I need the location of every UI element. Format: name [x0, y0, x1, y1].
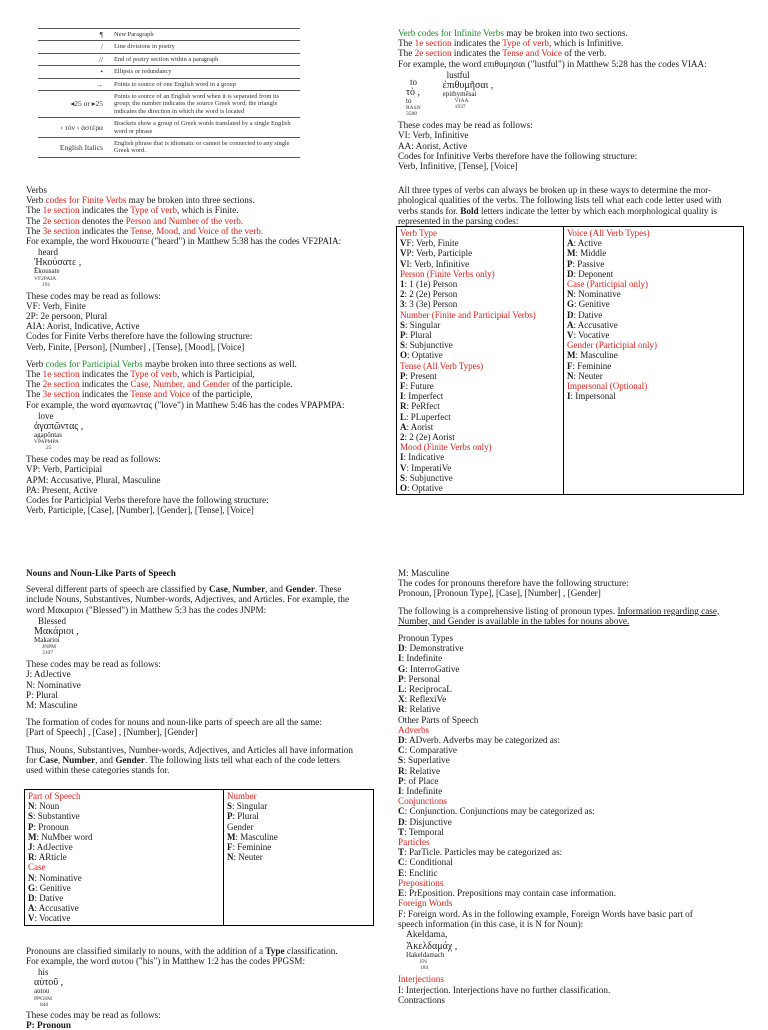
code-meaning: : Optative — [407, 350, 443, 361]
greek-word-example: Akeldama, Ἀκελδαμάχ , Hakeldamach FN 184 — [406, 929, 458, 972]
symbol-description: Line divisions in poetry — [111, 41, 300, 53]
code-letter: N — [227, 852, 234, 863]
code-entry — [567, 269, 740, 279]
code-meaning: : Enclitic — [404, 867, 438, 878]
code-meaning: : Masculine — [235, 831, 278, 842]
code-letter: I — [398, 786, 402, 797]
code-meaning: : Personal — [403, 673, 441, 684]
code-meaning: : Middle — [575, 248, 607, 259]
code-meaning: : Nominative — [34, 872, 82, 883]
code-letter: A — [400, 421, 407, 432]
code-meaning: : Neuter — [233, 852, 263, 863]
code-letter: V — [400, 462, 407, 473]
code-letter: A — [567, 238, 574, 249]
code-letter: G — [398, 663, 406, 674]
code-letter: V — [400, 248, 407, 259]
code-entry — [567, 330, 740, 340]
symbol-cell: • — [38, 66, 111, 78]
code-entry — [567, 289, 740, 299]
code-entry — [28, 852, 220, 862]
code-letter: T — [398, 826, 405, 837]
code-letter: V — [400, 238, 407, 249]
code-entry — [400, 401, 560, 411]
code-entry — [567, 299, 740, 309]
code-entry — [398, 653, 719, 663]
code-letter: N — [567, 370, 574, 381]
code-entry — [398, 776, 719, 786]
code-meaning: : Indefinite — [401, 653, 443, 664]
code-letter: A — [567, 319, 574, 330]
code-category-heading: Gender (Participial only) — [567, 340, 657, 351]
code-meaning: : Demonstrative — [404, 643, 464, 654]
code-letter: N — [28, 801, 35, 812]
code-meaning: : Subjunctive — [405, 340, 453, 351]
pronoun-and-other-codes-list — [398, 633, 719, 908]
code-entry — [398, 827, 719, 837]
code-letter: R — [400, 401, 407, 412]
code-letter: 3 — [400, 299, 405, 310]
verbs-heading: Verbs — [26, 185, 47, 195]
code-entry — [400, 289, 560, 299]
code-entry — [400, 371, 560, 381]
code-entry — [398, 755, 719, 765]
symbol-legend-row — [38, 138, 300, 158]
symbol-legend-table — [38, 28, 300, 158]
code-entry — [398, 766, 719, 776]
code-letter: P — [567, 258, 573, 269]
code-meaning: : Accusative — [573, 319, 618, 330]
code-meaning: : Pronoun — [33, 821, 69, 832]
code-letter: L — [400, 411, 407, 422]
finite-verbs-section: Verbs Verb codes for Finite Verbs may be broken into three sections. The 1e section indicates the Type of verb, which is Finite. The 2e section denotes the Person and Number of the verb. The 3e section indicates the Tense, Mood, and Voice of the verb. For example, the word Ηκουσατε ("heard") in Matthew 5:38 has the codes VF2PAIA: heard Ἠκούσατε , Ēkousate VF2PAIA 191 These codes may be read as follows: VF: Verb, Finite 2P: 2e persoon, Plural AIA: Aorist, Indicative, Active Codes for Finite Verbs therefore have the following structure: Verb, Finite, [Person], [Number] , [Tense], [Mood], [Voice] Verb codes for Participial Verbs maybe broken into three sections as well. The 1e section indicates the Type of verb, which is Participial, The 2e section indicates the Case, Number, and Gender of the participle. The 3e section indicates the Tense and Voice of the participle, For example, the word αγαπωντας ("love") in Matthew 5:46 has the codes VPAPMPA: love ἀγαπῶντας , agapōntas VPAPMPA 25 These codes may be read as follows: VP: Verb, Participial APM: Accusative, Plural, Masculine PA: Present, Active Codes for Participial Verbs therefore have the following structure: Verb, Participle, [Case], [Number], [Gender], [Tense], [Voice] — [26, 185, 345, 516]
symbol-description: Points to source of an English word when it is separated from its group; the number indicates the source Greek word; the triangle indicates the direction in which the word is located — [111, 91, 300, 118]
code-entry — [398, 674, 719, 684]
code-entry — [567, 259, 740, 269]
code-entry — [400, 350, 560, 360]
code-letter: S — [398, 755, 404, 766]
code-letter: P — [400, 330, 406, 341]
code-meaning: : Temporal — [404, 826, 444, 837]
code-entry — [227, 832, 370, 842]
code-category-heading: Foreign Words — [398, 898, 453, 909]
code-entry — [400, 320, 560, 330]
code-entry — [398, 786, 719, 796]
greek-word-example: Blessed Μακάριοι , Makarioi JNPM 3107 — [34, 615, 79, 657]
code-letter: E — [398, 867, 405, 878]
verb-codes-right-column — [563, 227, 743, 494]
code-meaning: : Relative — [404, 704, 441, 715]
nouns-heading: Nouns and Noun-Like Parts of Speech — [26, 568, 176, 578]
code-entry — [227, 822, 370, 832]
code-entry — [567, 391, 740, 401]
code-category-heading: Adverbs — [398, 724, 430, 735]
code-category-heading: Number — [227, 791, 257, 801]
greek-word-example: his αὐτοῦ , autou PPGSM 846 — [34, 967, 64, 1008]
verb-codes-table — [396, 226, 744, 495]
code-entry — [400, 463, 560, 473]
code-meaning: P: Verb, Participle — [406, 248, 473, 259]
code-letter: D — [567, 268, 574, 279]
code-meaning: : Noun — [34, 801, 60, 812]
code-meaning: : Feminine — [572, 360, 612, 371]
code-letter: X — [398, 694, 405, 705]
code-letter: R — [398, 704, 405, 715]
code-entry — [398, 664, 719, 674]
code-entry — [28, 822, 220, 832]
symbol-legend-row — [38, 41, 300, 53]
code-letter: I — [567, 391, 571, 402]
nouns-section: Nouns and Noun-Like Parts of Speech Several different parts of speech are classified by Case, Number, and Gender. These include Nouns, Substantives, Number-words, Adjectives, and Articles. For example, the word Μακαριοι ("Blessed") in Matthew 5:3 has the codes JNPM: Blessed Μακάριοι , Makarioi JNPM 3107 These codes may be read as follows: J: AdJective N: Nominative P: Plural M: Masculine The formation of codes for nouns and noun-like parts of speech are all the same: [Part of Speech] , [Case] , [Number], [Gender] Thus, Nouns, Substantives, Number-words, Adjectives, and Articles all have information for Case, Number, and Gender. The following lists tell what each of the code letters used within these categories stands for. — [26, 568, 353, 776]
code-meaning: : Disjunctive — [404, 816, 452, 827]
code-meaning: : Future — [405, 381, 434, 392]
code-category-heading: Case (Participial only) — [567, 279, 648, 290]
code-letter: D — [567, 309, 574, 320]
code-letter: O — [400, 483, 408, 494]
symbol-description: Brackets show a group of Greek words translated by a single English word or phrase — [111, 118, 300, 138]
code-meaning: : Passive — [572, 258, 605, 269]
code-meaning: : Neuter — [573, 370, 603, 381]
verb-codes-left-column — [397, 227, 563, 494]
symbol-description: New Paragraph — [111, 29, 300, 41]
code-letter: T — [398, 847, 405, 858]
code-letter: D — [398, 735, 405, 746]
code-meaning: : PrEposition. Prepositions may contain case information. — [404, 888, 616, 899]
pronoun-intro: Pronouns are classified similarly to nouns, with the addition of a Type classification. For example, the word αυτου ("his") in Matthew 1:2 has the codes PPGSM: his αὐτοῦ , autou PPGSM 846 These codes may be read as follows: P: Pronoun — [26, 946, 338, 1030]
symbol-description: Ellipsis or redundancy — [111, 66, 300, 78]
code-meaning: : Masculine — [575, 350, 618, 361]
code-letter: I — [398, 653, 402, 664]
code-category-heading: Number (Finite and Participial Verbs) — [400, 309, 536, 320]
code-group-label: Pronoun Types — [398, 633, 454, 644]
code-category-heading: Case — [28, 862, 46, 873]
code-meaning: : Present — [405, 370, 437, 381]
code-entry — [28, 832, 220, 842]
code-letter: N — [567, 289, 574, 300]
code-entry — [398, 806, 719, 816]
code-entry — [28, 883, 220, 893]
code-letter: V — [28, 913, 35, 924]
code-meaning: : ARticle — [34, 852, 67, 863]
symbol-legend-row — [38, 29, 300, 41]
code-meaning: Gender — [227, 821, 254, 832]
code-meaning: : Plural — [405, 330, 432, 341]
code-letter: G — [567, 299, 575, 310]
code-meaning: : Active — [573, 238, 602, 249]
code-letter: F — [567, 360, 573, 371]
code-entry — [567, 371, 740, 381]
code-meaning: F: Verb, Finite — [406, 238, 459, 249]
code-entry — [567, 248, 740, 258]
symbol-description: Points to source of one English word in a group — [111, 78, 300, 90]
code-letter: F — [400, 381, 406, 392]
code-letter: D — [398, 643, 405, 654]
code-entry — [398, 684, 719, 694]
noun-codes-right-column — [223, 790, 373, 925]
code-meaning: : AdJective — [32, 842, 73, 853]
code-category-heading: Prepositions — [398, 877, 444, 888]
code-letter: F — [227, 842, 233, 853]
code-letter: L — [398, 684, 405, 695]
greek-word-example: lustful ἐπιθυμῆσαι , epithymēsai VIAA 1937 — [442, 69, 494, 111]
code-entry — [400, 381, 560, 391]
code-meaning: : Genitive — [574, 299, 610, 310]
code-category-heading: Impersonal (Optional) — [567, 381, 648, 392]
code-entry — [400, 340, 560, 350]
symbol-legend-row — [38, 66, 300, 78]
symbol-cell: ◂25 or ▸25 — [38, 91, 111, 118]
code-letter: C — [398, 806, 405, 817]
code-meaning: : ImperatiVe — [406, 462, 452, 473]
code-letter: V — [567, 330, 574, 341]
code-meaning: : NuMber word — [36, 831, 93, 842]
code-entry — [398, 868, 719, 878]
code-entry — [400, 432, 560, 442]
code-category-heading: Person (Finite Verbs only) — [400, 268, 495, 279]
symbol-cell: English Italics — [38, 138, 111, 158]
code-entry — [227, 811, 370, 821]
code-meaning: : 1 (1e) Person — [404, 279, 458, 290]
code-letter: S — [400, 340, 406, 351]
code-meaning: : Nominative — [573, 289, 621, 300]
greek-word-example: heard Ἠκούσατε , Ēkousate VF2PAIA 191 — [34, 247, 82, 288]
code-meaning: : Indefinite — [401, 786, 443, 797]
code-meaning: : Indicative — [403, 452, 445, 463]
code-entry — [28, 873, 220, 883]
pronouns-section: M: Masculine The codes for pronouns therefore have the following structure: Pronoun, [Pronoun Type], [Case], [Number] , [Gender] The following is a comprehensive listing of pronoun types. Information regarding case, Number, and Gender is available in the tables for nouns above. Pronoun Types D: Demonstrative I: Indefinite G: InterroGative P: Personal L: ReciprocaL X: ReflexiVe R: Relative Other Parts of Speech Adverbs D: ADverb. Adverbs may be categorized as: C: Comparative S: Superlative R: Relative P: of Place I: Indefinite Conjunctions C: Conjunction. Conjunctions may be categorized as: D: Disjunctive T: Temporal Particles T: ParTicle. Particles may be categorized as: C: Conditional E: Enclitic Prepositions E: PrEposition. Prepositions may contain case information. Foreign Words F: Foreign word. As in the following example, Foreign Words have basic part of speech information (in this case, it is N for Noun): Akeldama, Ἀκελδαμάχ , Hakeldamach FN 184 Interjections I: Interjection. Interjections have no further classification. Contractions — [398, 568, 720, 1005]
code-group-label: Other Parts of Speech — [398, 714, 479, 725]
code-letter: I — [400, 452, 404, 463]
code-letter: M — [28, 831, 37, 842]
code-meaning: : Conditional — [404, 857, 453, 868]
code-entry — [400, 259, 560, 269]
code-meaning: : 2 (2e) Person — [404, 289, 458, 300]
code-entry — [567, 310, 740, 320]
code-letter: C — [398, 745, 405, 756]
code-meaning: : 2 (2e) Aorist — [404, 432, 455, 443]
code-entry — [400, 391, 560, 401]
code-meaning: : Comparative — [404, 745, 457, 756]
code-meaning: : of Place — [403, 775, 439, 786]
symbol-cell: ‹ τόν › ἀστέρα — [38, 118, 111, 138]
code-entry — [567, 361, 740, 371]
code-letter: N — [28, 872, 35, 883]
code-entry — [28, 913, 220, 923]
code-meaning: : Subjunctive — [405, 472, 453, 483]
code-meaning: : Feminine — [232, 842, 272, 853]
code-entry — [398, 857, 719, 867]
code-letter: M — [227, 831, 236, 842]
code-meaning: : 3 (3e) Person — [404, 299, 458, 310]
code-entry — [28, 801, 220, 811]
code-entry — [227, 842, 370, 852]
code-letter: V — [400, 258, 407, 269]
code-letter: D — [398, 816, 405, 827]
code-category-heading: Tense (All Verb Types) — [400, 360, 484, 371]
code-meaning: : Superlative — [403, 755, 450, 766]
code-letter: P — [227, 811, 233, 822]
code-meaning: : Deponent — [573, 268, 614, 279]
code-entry — [398, 694, 719, 704]
code-entry — [398, 704, 719, 714]
code-entry — [400, 279, 560, 289]
code-meaning: : Vocative — [34, 913, 71, 924]
code-entry — [28, 903, 220, 913]
greek-word-example: to τὸ , to RASN 3588 — [406, 76, 421, 118]
code-category-heading: Mood (Finite Verbs only) — [400, 442, 492, 453]
code-letter: I — [400, 391, 404, 402]
code-entry — [400, 473, 560, 483]
code-letter: C — [398, 857, 405, 868]
code-meaning: : Dative — [34, 893, 64, 904]
code-entry — [400, 412, 560, 422]
code-entry — [400, 330, 560, 340]
code-letter: M — [567, 350, 576, 361]
code-meaning: : Optative — [407, 483, 443, 494]
code-entry — [400, 452, 560, 462]
code-entry — [400, 248, 560, 258]
code-meaning: I: Verb, Infinitive — [406, 258, 470, 269]
code-meaning: : ParTicle. Particles may be categorized as: — [404, 847, 563, 858]
code-letter: G — [28, 882, 36, 893]
code-meaning: : InterroGative — [405, 663, 460, 674]
code-entry — [567, 238, 740, 248]
symbol-cell: ¶ — [38, 29, 111, 41]
code-meaning: : Genitive — [35, 882, 71, 893]
code-letter: S — [28, 811, 34, 822]
code-meaning: : Plural — [232, 811, 259, 822]
code-letter: D — [28, 893, 35, 904]
symbol-cell: → — [38, 78, 111, 90]
code-letter: 1 — [400, 279, 405, 290]
code-category-heading: Voice (All Verb Types) — [567, 228, 650, 238]
symbol-cell: // — [38, 53, 111, 65]
code-meaning: : Imperfect — [403, 391, 444, 402]
code-meaning: : Substantive — [33, 811, 80, 822]
code-letter: P — [28, 821, 34, 832]
code-letter: J — [28, 842, 33, 853]
code-letter: E — [398, 888, 405, 899]
code-letter: A — [28, 903, 35, 914]
infinite-verbs-section: Verb codes for Infinite Verbs may be broken into two sections. The 1e section indicates the Type of verb, which is Infinitive. The 2e section indicates the Tense and Voice of the verb. For example, the word επιθυμησαι ("lustful") in Matthew 5:28 has the codes VIAA: to τὸ , to RASN 3588 lustful ἐπιθυμῆσαι , epithymēsai VIAA 1937 These codes may be read as follows: VI: Verb, Infinitive AA: Aorist, Active Codes for Infinitive Verbs therefore have the following structure: Verb, Infinitive, [Tense], [Voice] All three types of verbs can always be broken up in these ways to determine the mor- phological qualities of the verbs. The following lists tell what each code letter used with verbs stands for. Bold letters indicate the letter by which each morphological quality is represented in the parsing codes: — [398, 28, 722, 226]
code-letter: O — [400, 350, 408, 361]
code-entry — [400, 483, 560, 493]
code-letter: S — [227, 801, 233, 812]
symbol-description: English phrase that is idiomatic or cannot be connected to any single Greek word. — [111, 138, 300, 158]
code-entry — [400, 299, 560, 309]
code-entry — [398, 888, 719, 898]
code-meaning: : Singular — [405, 319, 441, 330]
code-entry — [398, 735, 719, 745]
code-letter: P — [398, 673, 404, 684]
code-entry — [398, 643, 719, 653]
code-category-heading: Verb Type — [400, 228, 437, 238]
symbol-legend-row — [38, 53, 300, 65]
code-letter: M — [567, 248, 576, 259]
code-letter: 2 — [400, 432, 405, 443]
code-entry — [567, 320, 740, 330]
noun-codes-left-column — [25, 790, 223, 925]
noun-codes-table — [24, 789, 374, 926]
code-entry — [400, 422, 560, 432]
code-letter: S — [400, 472, 406, 483]
code-entry — [28, 842, 220, 852]
code-letter: P — [400, 370, 406, 381]
code-meaning: : Dative — [573, 309, 603, 320]
code-meaning: : Singular — [232, 801, 268, 812]
code-letter: R — [28, 852, 35, 863]
greek-word-example: love ἀγαπῶντας , agapōntas VPAPMPA 25 — [34, 410, 84, 452]
code-meaning: : Impersonal — [570, 391, 616, 402]
code-category-heading: Particles — [398, 837, 430, 848]
code-entry — [398, 847, 719, 857]
code-letter: 2 — [400, 289, 405, 300]
symbol-description: End of poetry section within a paragraph — [111, 53, 300, 65]
code-meaning: : Conjunction. Conjunctions may be categorized as: — [404, 806, 595, 817]
symbol-cell: / — [38, 41, 111, 53]
code-meaning: : ReciprocaL — [404, 684, 452, 695]
code-meaning: : PLuperfect — [406, 411, 451, 422]
code-meaning: : Vocative — [573, 330, 610, 341]
symbol-legend-row — [38, 118, 300, 138]
code-entry — [28, 811, 220, 821]
symbol-legend-row — [38, 78, 300, 90]
code-letter: R — [398, 765, 405, 776]
code-category-heading: Conjunctions — [398, 796, 448, 807]
code-letter: S — [400, 319, 406, 330]
symbol-legend-row — [38, 91, 300, 118]
code-meaning: : ADverb. Adverbs may be categorized as: — [404, 735, 561, 746]
code-entry — [227, 852, 370, 862]
code-meaning: : PeRfect — [406, 401, 440, 412]
code-meaning: : Accusative — [34, 903, 79, 914]
code-category-heading: Part of Speech — [28, 791, 81, 801]
code-letter: P — [398, 775, 404, 786]
code-meaning: : ReflexiVe — [404, 694, 447, 705]
code-entry — [400, 238, 560, 248]
code-entry — [227, 801, 370, 811]
code-entry — [28, 893, 220, 903]
code-meaning: : Aorist — [406, 421, 434, 432]
code-meaning: : Relative — [404, 765, 441, 776]
code-entry — [398, 817, 719, 827]
code-entry — [398, 745, 719, 755]
code-entry — [567, 350, 740, 360]
